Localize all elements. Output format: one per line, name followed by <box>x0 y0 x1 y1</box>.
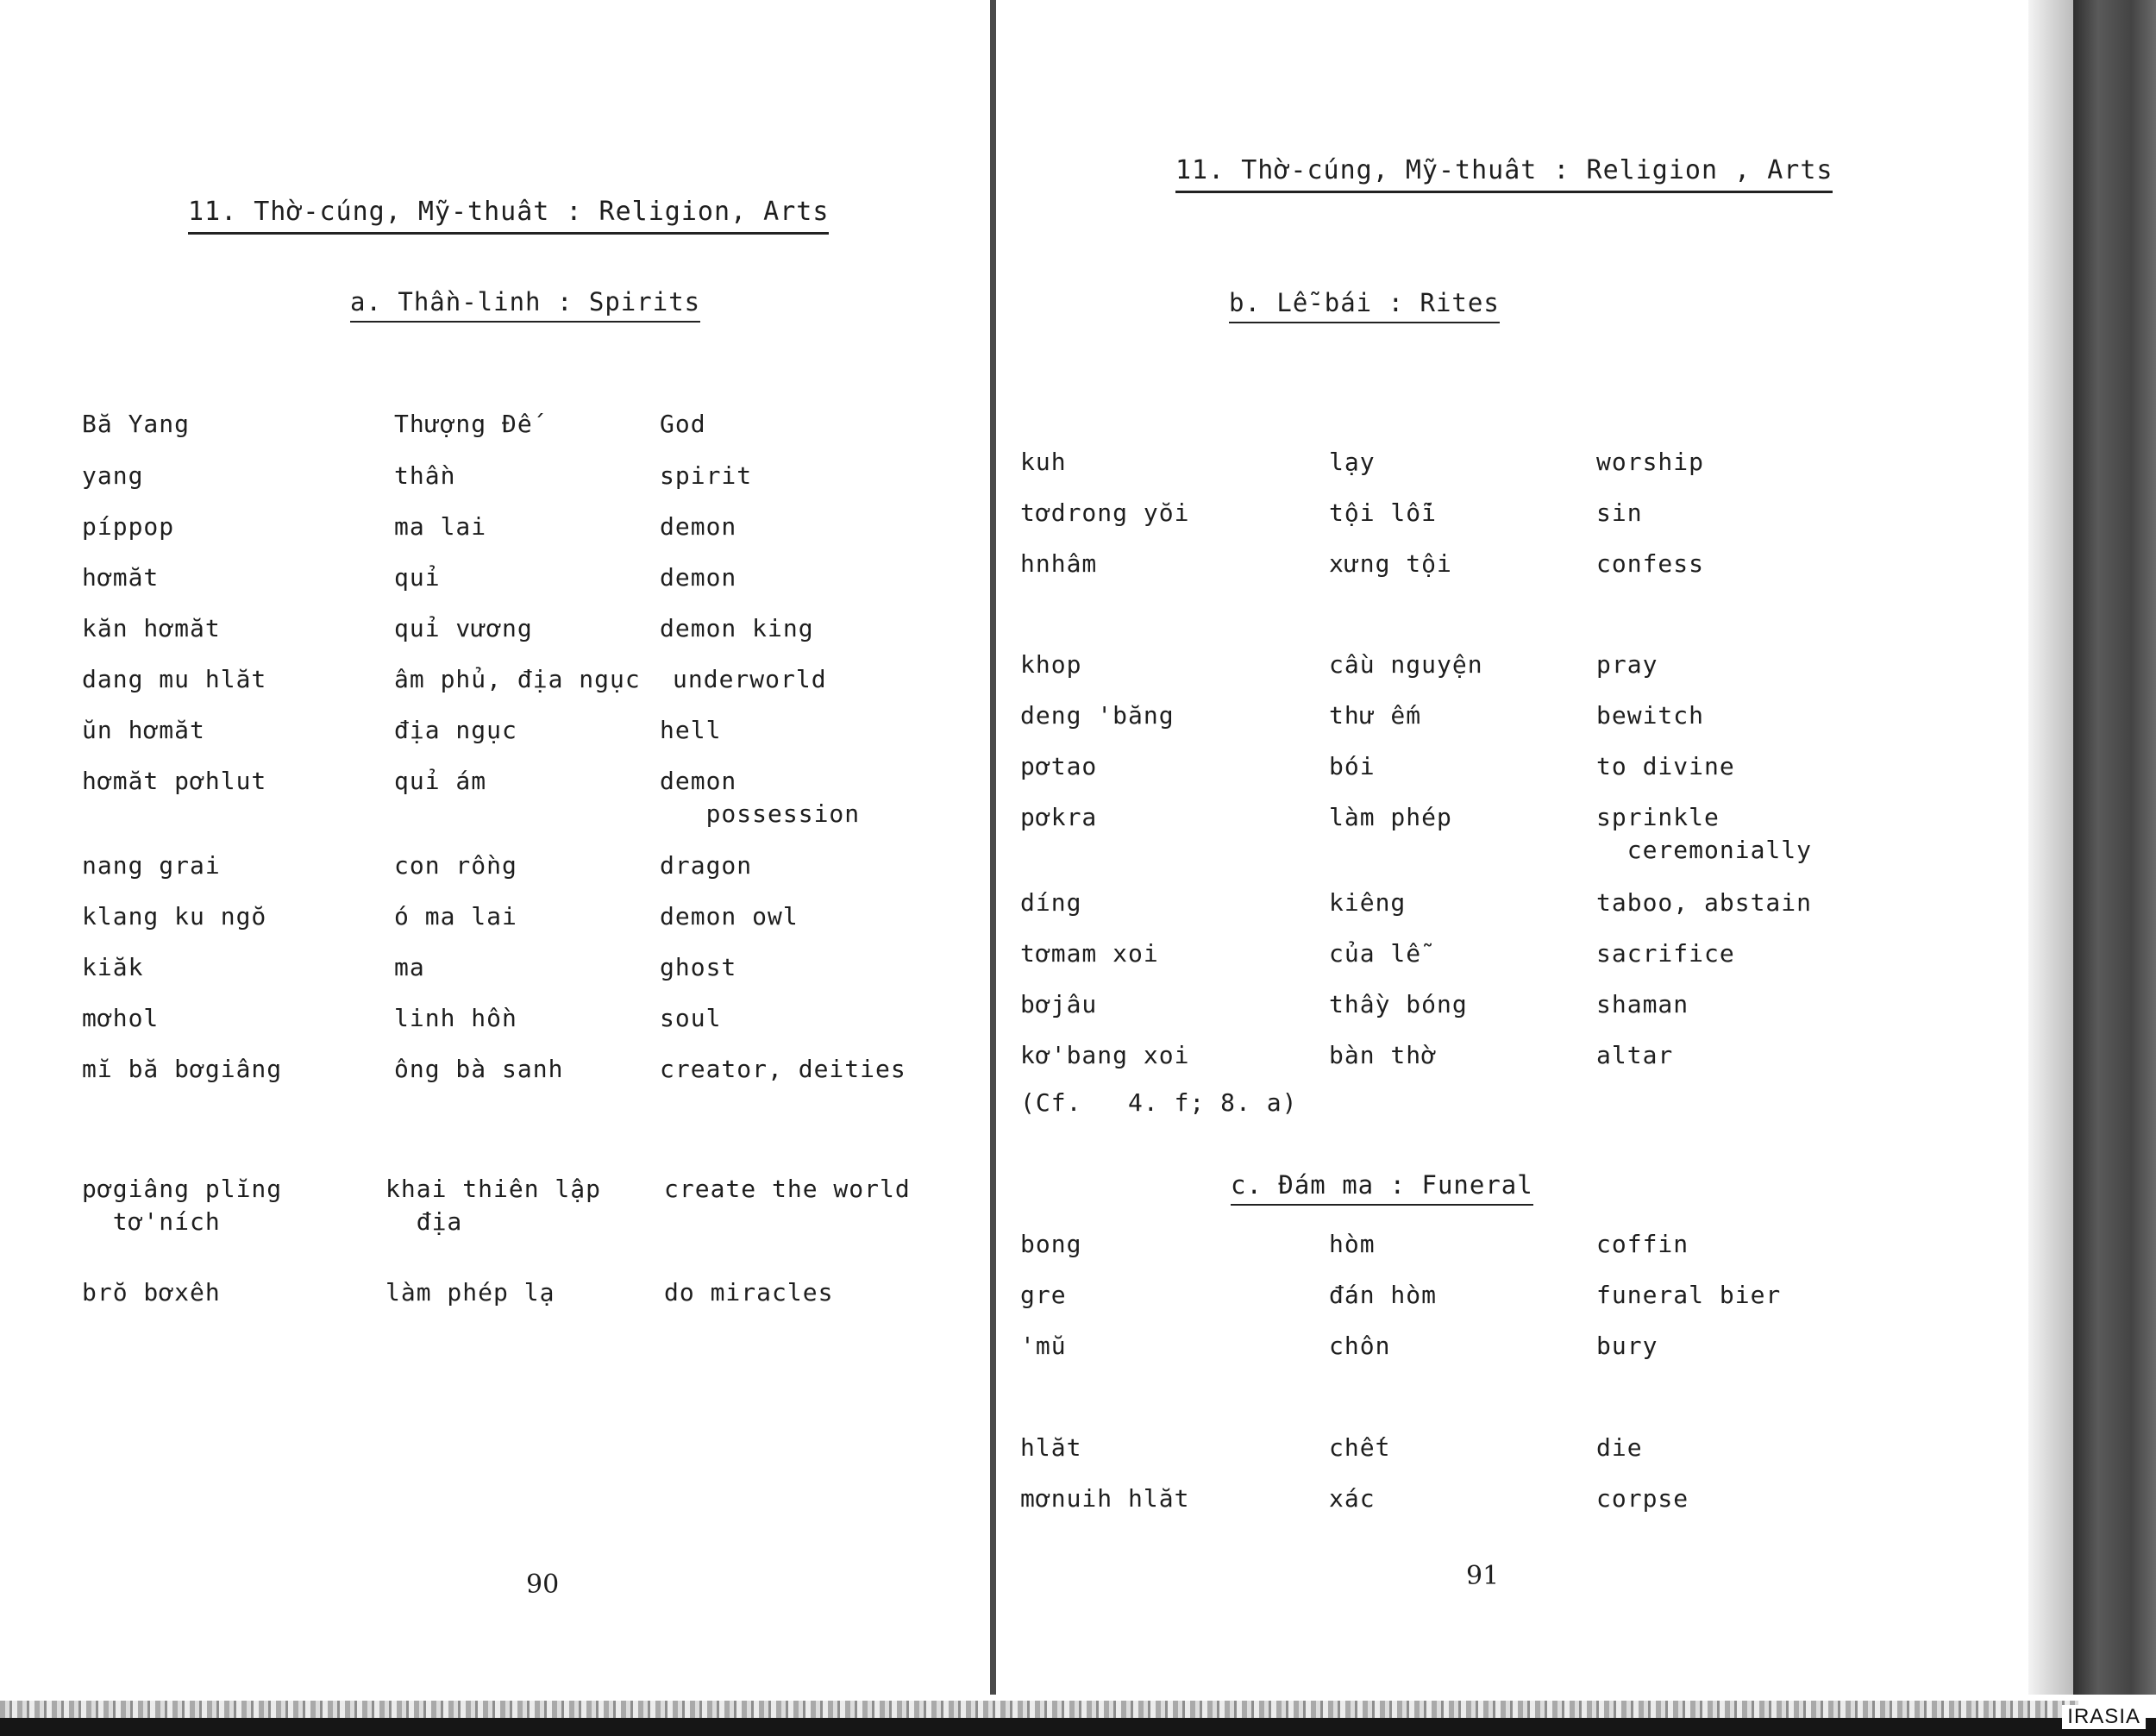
term-english: demon king <box>660 614 814 642</box>
book-gutter <box>990 0 996 1695</box>
page-edge-shadow <box>2028 0 2073 1716</box>
term-vietnamese: xưng tội <box>1329 549 1452 578</box>
term-vietnamese: ma lai <box>394 512 487 541</box>
term-vietnamese: thần <box>394 461 456 490</box>
term-bahnar: pơkra <box>1020 803 1098 831</box>
term-bahnar: gre <box>1020 1281 1067 1309</box>
term-bahnar: hơmăt pơhlut <box>82 767 267 795</box>
term-vietnamese: làm phép <box>1329 803 1452 831</box>
scan-bottom-border <box>0 1718 2156 1736</box>
term-english: shaman <box>1596 990 1689 1018</box>
term-vietnamese: đán hòm <box>1329 1281 1438 1309</box>
term-vietnamese: âm phủ, địa ngục <box>394 665 641 693</box>
subsection-heading: a. Thần-linh : Spirits <box>350 287 700 323</box>
section-heading: 11. Thờ-cúng, Mỹ-thuât : Religion, Arts <box>188 197 829 235</box>
term-bahnar: bong <box>1020 1230 1082 1258</box>
section-heading: 11. Thờ-cúng, Mỹ-thuât : Religion , Arts <box>1175 155 1833 193</box>
term-bahnar: khop <box>1020 650 1082 679</box>
term-bahnar: pơtao <box>1020 752 1098 780</box>
term-english: do miracles <box>664 1278 834 1307</box>
term-english: sacrifice <box>1596 939 1735 968</box>
term-bahnar: nang grai <box>82 851 221 880</box>
term-bahnar: mơnuih hlăt <box>1020 1484 1190 1513</box>
term-bahnar: díng <box>1020 888 1082 917</box>
term-vietnamese: quỉ ám <box>394 767 487 795</box>
page-number: 91 <box>1466 1561 1500 1591</box>
term-bahnar: dang mu hlăt <box>82 665 267 693</box>
term-vietnamese: bàn thờ <box>1329 1041 1438 1069</box>
term-english: dragon <box>660 851 753 880</box>
term-english: underworld <box>673 665 827 693</box>
term-bahnar: pơgiâng plĭng tơ'ních <box>82 1175 283 1236</box>
term-vietnamese: kiêng <box>1329 888 1407 917</box>
term-english: altar <box>1596 1041 1674 1069</box>
term-bahnar: tơdrong yŏi <box>1020 498 1190 527</box>
term-vietnamese: cầu nguyện <box>1329 650 1483 679</box>
term-english: hell <box>660 716 722 744</box>
term-bahnar: 'mŭ <box>1020 1332 1067 1360</box>
term-vietnamese: của lễ <box>1329 939 1422 968</box>
term-bahnar: tơmam xoi <box>1020 939 1159 968</box>
term-bahnar: deng 'băng <box>1020 701 1175 730</box>
term-vietnamese: quỉ vương <box>394 614 533 642</box>
left-page <box>0 0 990 1690</box>
term-english: confess <box>1596 549 1705 578</box>
book-edge <box>2073 0 2156 1695</box>
term-bahnar: brŏ bơxêh <box>82 1278 221 1307</box>
term-english: bury <box>1596 1332 1658 1360</box>
term-vietnamese: Thượng Đế <box>394 410 533 438</box>
term-bahnar: hnhâm <box>1020 549 1098 578</box>
term-vietnamese: ó ma lai <box>394 902 517 931</box>
term-english: demon <box>660 512 737 541</box>
term-bahnar: klang ku ngŏ <box>82 902 267 931</box>
term-vietnamese: thư ếm <box>1329 701 1422 730</box>
term-bahnar: hlăt <box>1020 1433 1082 1462</box>
term-vietnamese: địa ngục <box>394 716 517 744</box>
term-vietnamese: bói <box>1329 752 1376 780</box>
term-english: ghost <box>660 953 737 981</box>
term-english: corpse <box>1596 1484 1689 1513</box>
term-vietnamese: linh hồn <box>394 1004 517 1032</box>
term-english: die <box>1596 1433 1643 1462</box>
term-bahnar: yang <box>82 461 144 490</box>
term-vietnamese: ông bà sanh <box>394 1055 564 1083</box>
term-vietnamese: quỉ <box>394 563 441 592</box>
term-english: funeral bier <box>1596 1281 1782 1309</box>
term-vietnamese: con rồng <box>394 851 517 880</box>
term-bahnar: bơjâu <box>1020 990 1098 1018</box>
term-vietnamese: thầy bóng <box>1329 990 1468 1018</box>
term-english: bewitch <box>1596 701 1705 730</box>
term-vietnamese: tội lỗi <box>1329 498 1438 527</box>
term-english: worship <box>1596 448 1705 476</box>
cross-reference: (Cf. 4. f; 8. a) <box>1020 1088 1298 1117</box>
term-bahnar: mĭ bă bơgiâng <box>82 1055 283 1083</box>
term-bahnar: ŭn hơmăt <box>82 716 205 744</box>
term-english: pray <box>1596 650 1658 679</box>
term-english: demon owl <box>660 902 799 931</box>
term-english: soul <box>660 1004 722 1032</box>
term-bahnar: hơmăt <box>82 563 160 592</box>
term-vietnamese: làm phép lạ <box>385 1278 555 1307</box>
term-vietnamese: chôn <box>1329 1332 1391 1360</box>
term-english: taboo, abstain <box>1596 888 1813 917</box>
term-english: sprinkle ceremonially <box>1596 803 1813 864</box>
term-english: sin <box>1596 498 1643 527</box>
term-vietnamese: khai thiên lập địa <box>385 1175 602 1236</box>
right-page <box>996 0 2028 1690</box>
term-bahnar: kiăk <box>82 953 144 981</box>
term-english: coffin <box>1596 1230 1689 1258</box>
subsection-heading-funeral: c. Đám ma : Funeral <box>1231 1170 1533 1206</box>
page-number: 90 <box>526 1570 560 1600</box>
term-vietnamese: chết <box>1329 1433 1391 1462</box>
term-english: God <box>660 410 706 438</box>
term-english: create the world <box>664 1175 911 1203</box>
term-bahnar: kăn hơmăt <box>82 614 221 642</box>
term-english: to divine <box>1596 752 1735 780</box>
term-vietnamese: xác <box>1329 1484 1376 1513</box>
term-bahnar: kơ'bang xoi <box>1020 1041 1190 1069</box>
term-bahnar: mơhol <box>82 1004 160 1032</box>
term-english: demon possession <box>660 767 861 828</box>
term-bahnar: pípрор <box>82 512 175 541</box>
subsection-heading-rites: b. Lễ-bái : Rites <box>1229 288 1500 323</box>
term-bahnar: Bă Yang <box>82 410 191 438</box>
term-english: creator, deities <box>660 1055 906 1083</box>
term-english: spirit <box>660 461 753 490</box>
term-bahnar: kuh <box>1020 448 1067 476</box>
term-vietnamese: lạy <box>1329 448 1376 476</box>
watermark: IRASIA <box>2062 1705 2146 1729</box>
scan-noise-strip <box>0 1701 2078 1718</box>
term-english: demon <box>660 563 737 592</box>
term-vietnamese: hòm <box>1329 1230 1376 1258</box>
term-vietnamese: ma <box>394 953 425 981</box>
